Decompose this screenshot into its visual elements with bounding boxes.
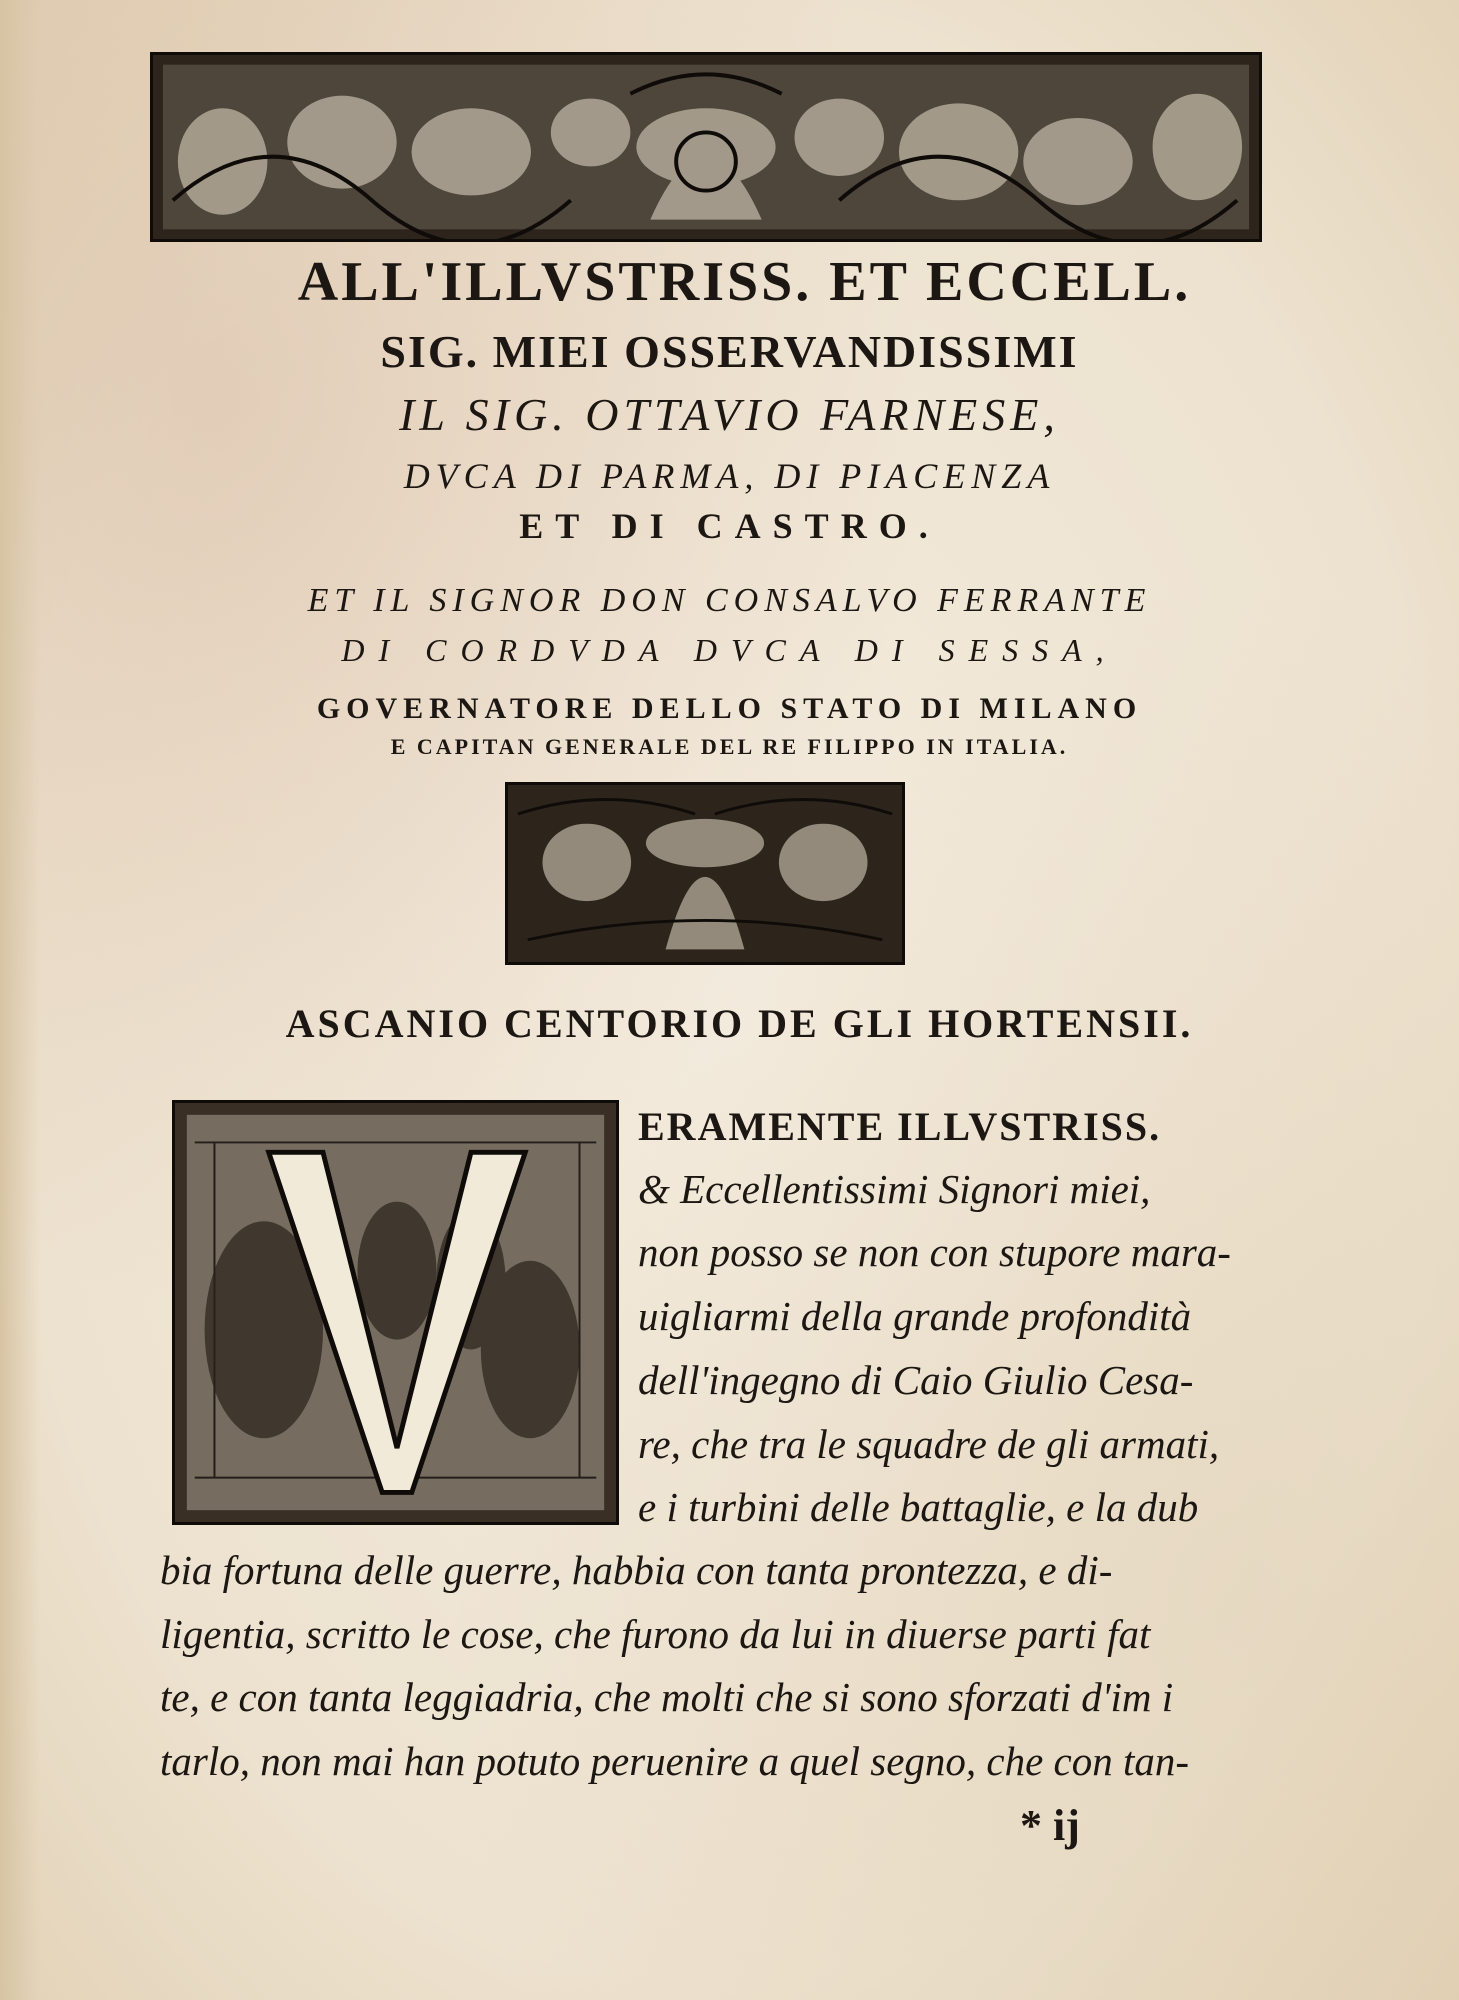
body-line-4: uigliarmi della grande profondità xyxy=(638,1293,1192,1339)
body-line-8: bia fortuna delle guerre, habbia con tanta prontezza, e di- xyxy=(160,1547,1113,1593)
dedication-line-8: GOVERNATORE DELLO STATO DI MILANO xyxy=(316,692,1143,725)
signature-mark: * ij xyxy=(1020,1801,1080,1850)
dedication-line-6: ET IL SIGNOR DON CONSALVO FERRANTE xyxy=(307,582,1152,619)
dedication-line-5: ET DI CASTRO. xyxy=(519,506,940,546)
body-line-11: tarlo, non mai han potuto peruenire a quel segno, che con tan- xyxy=(160,1738,1190,1784)
body-line-6: re, che tra le squadre de gli armati, xyxy=(638,1421,1220,1467)
body-line-1: ERAMENTE ILLVSTRISS. xyxy=(638,1104,1162,1149)
dedication-line-7: DI CORDVDA DVCA DI SESSA, xyxy=(341,632,1118,668)
body-line-10: te, e con tanta leggiadria, che molti che si sono sforzati d'im i xyxy=(160,1674,1174,1720)
dedication-line-4: DVCA DI PARMA, DI PIACENZA xyxy=(403,456,1056,496)
dedication-line-9: E CAPITAN GENERALE DEL RE FILIPPO IN ITALIA. xyxy=(390,734,1069,759)
dedication-line-3: IL SIG. OTTAVIO FARNESE, xyxy=(399,389,1060,440)
initial-letter-v-woodcut xyxy=(172,1100,619,1525)
body-line-3: non posso se non con stupore mara- xyxy=(638,1229,1231,1275)
author-heading: ASCANIO CENTORIO DE GLI HORTENSII. xyxy=(285,1001,1194,1046)
dedication-line-1: ALL'ILLVSTRISS. ET ECCELL. xyxy=(297,251,1192,313)
headpiece-woodcut xyxy=(150,52,1262,242)
dedication-line-2: SIG. MIEI OSSERVANDISSIMI xyxy=(380,326,1079,377)
body-line-7: e i turbini delle battaglie, e la dub xyxy=(638,1484,1199,1530)
body-line-2: & Eccellentissimi Signori miei, xyxy=(638,1166,1151,1212)
body-line-9: ligentia, scritto le cose, che furono da lui in diuerse parti fat xyxy=(160,1611,1151,1657)
vignette-woodcut xyxy=(505,782,905,965)
body-line-5: dell'ingegno di Caio Giulio Cesa- xyxy=(638,1357,1194,1403)
